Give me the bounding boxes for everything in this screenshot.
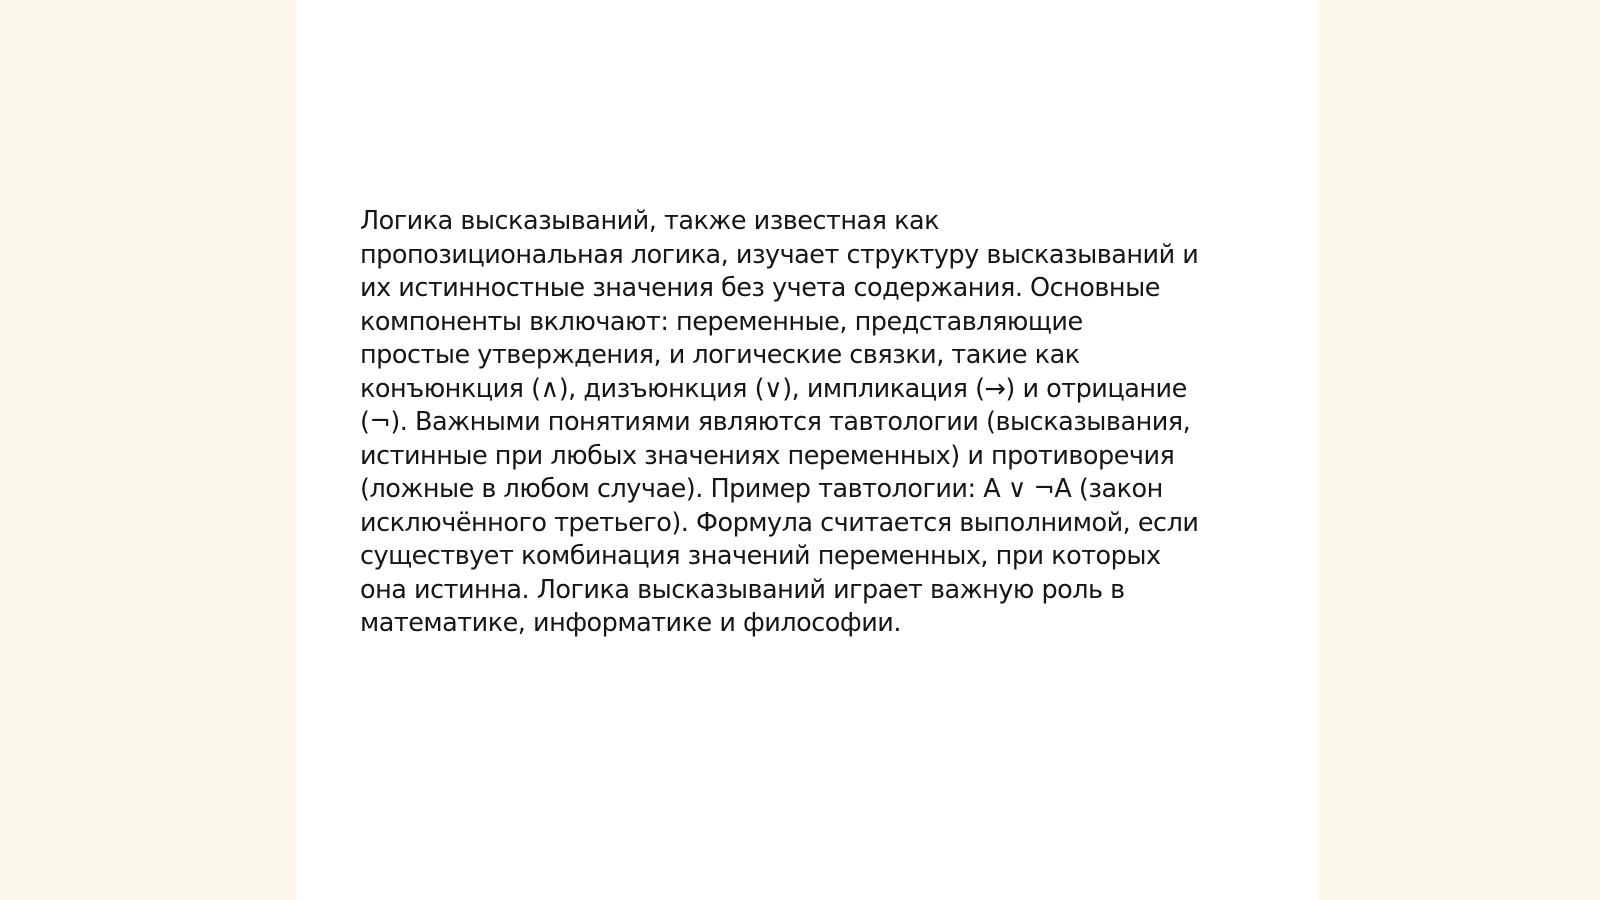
paragraph-line: она истинна. Логика высказываний играет важную роль в xyxy=(360,574,1125,605)
paragraph-line: математике, информатике и философии. xyxy=(360,608,901,638)
paragraph-line: пропозициональная логика, изучает структуру высказываний и xyxy=(360,239,1199,270)
paragraph-line: Логика высказываний, также известная как xyxy=(360,206,940,236)
paragraph-line: конъюнкция (∧), дизъюнкция (∨), импликация (→) и отрицание xyxy=(360,373,1187,404)
document-page xyxy=(296,0,1318,900)
paragraph-line: истинные при любых значениях переменных) и противоречия xyxy=(360,440,1175,471)
paragraph-line: их истинностные значения без учета содержания. Основные xyxy=(360,273,1160,303)
paragraph-line: исключённого третьего). Формула считается выполнимой, если xyxy=(360,507,1199,538)
paragraph-line: существует комбинация значений переменных, при которых xyxy=(360,541,1161,571)
paragraph-line: (ложные в любом случае). Пример тавтологии: A ∨ ¬A (закон xyxy=(360,474,1163,504)
document-paragraph xyxy=(360,205,1260,641)
paragraph-line: (¬). Важными понятиями являются тавтологии (высказывания, xyxy=(360,407,1191,437)
paragraph-line: компоненты включают: переменные, представляющие xyxy=(360,306,1083,337)
paragraph-line: простые утверждения, и логические связки, такие как xyxy=(360,340,1080,370)
